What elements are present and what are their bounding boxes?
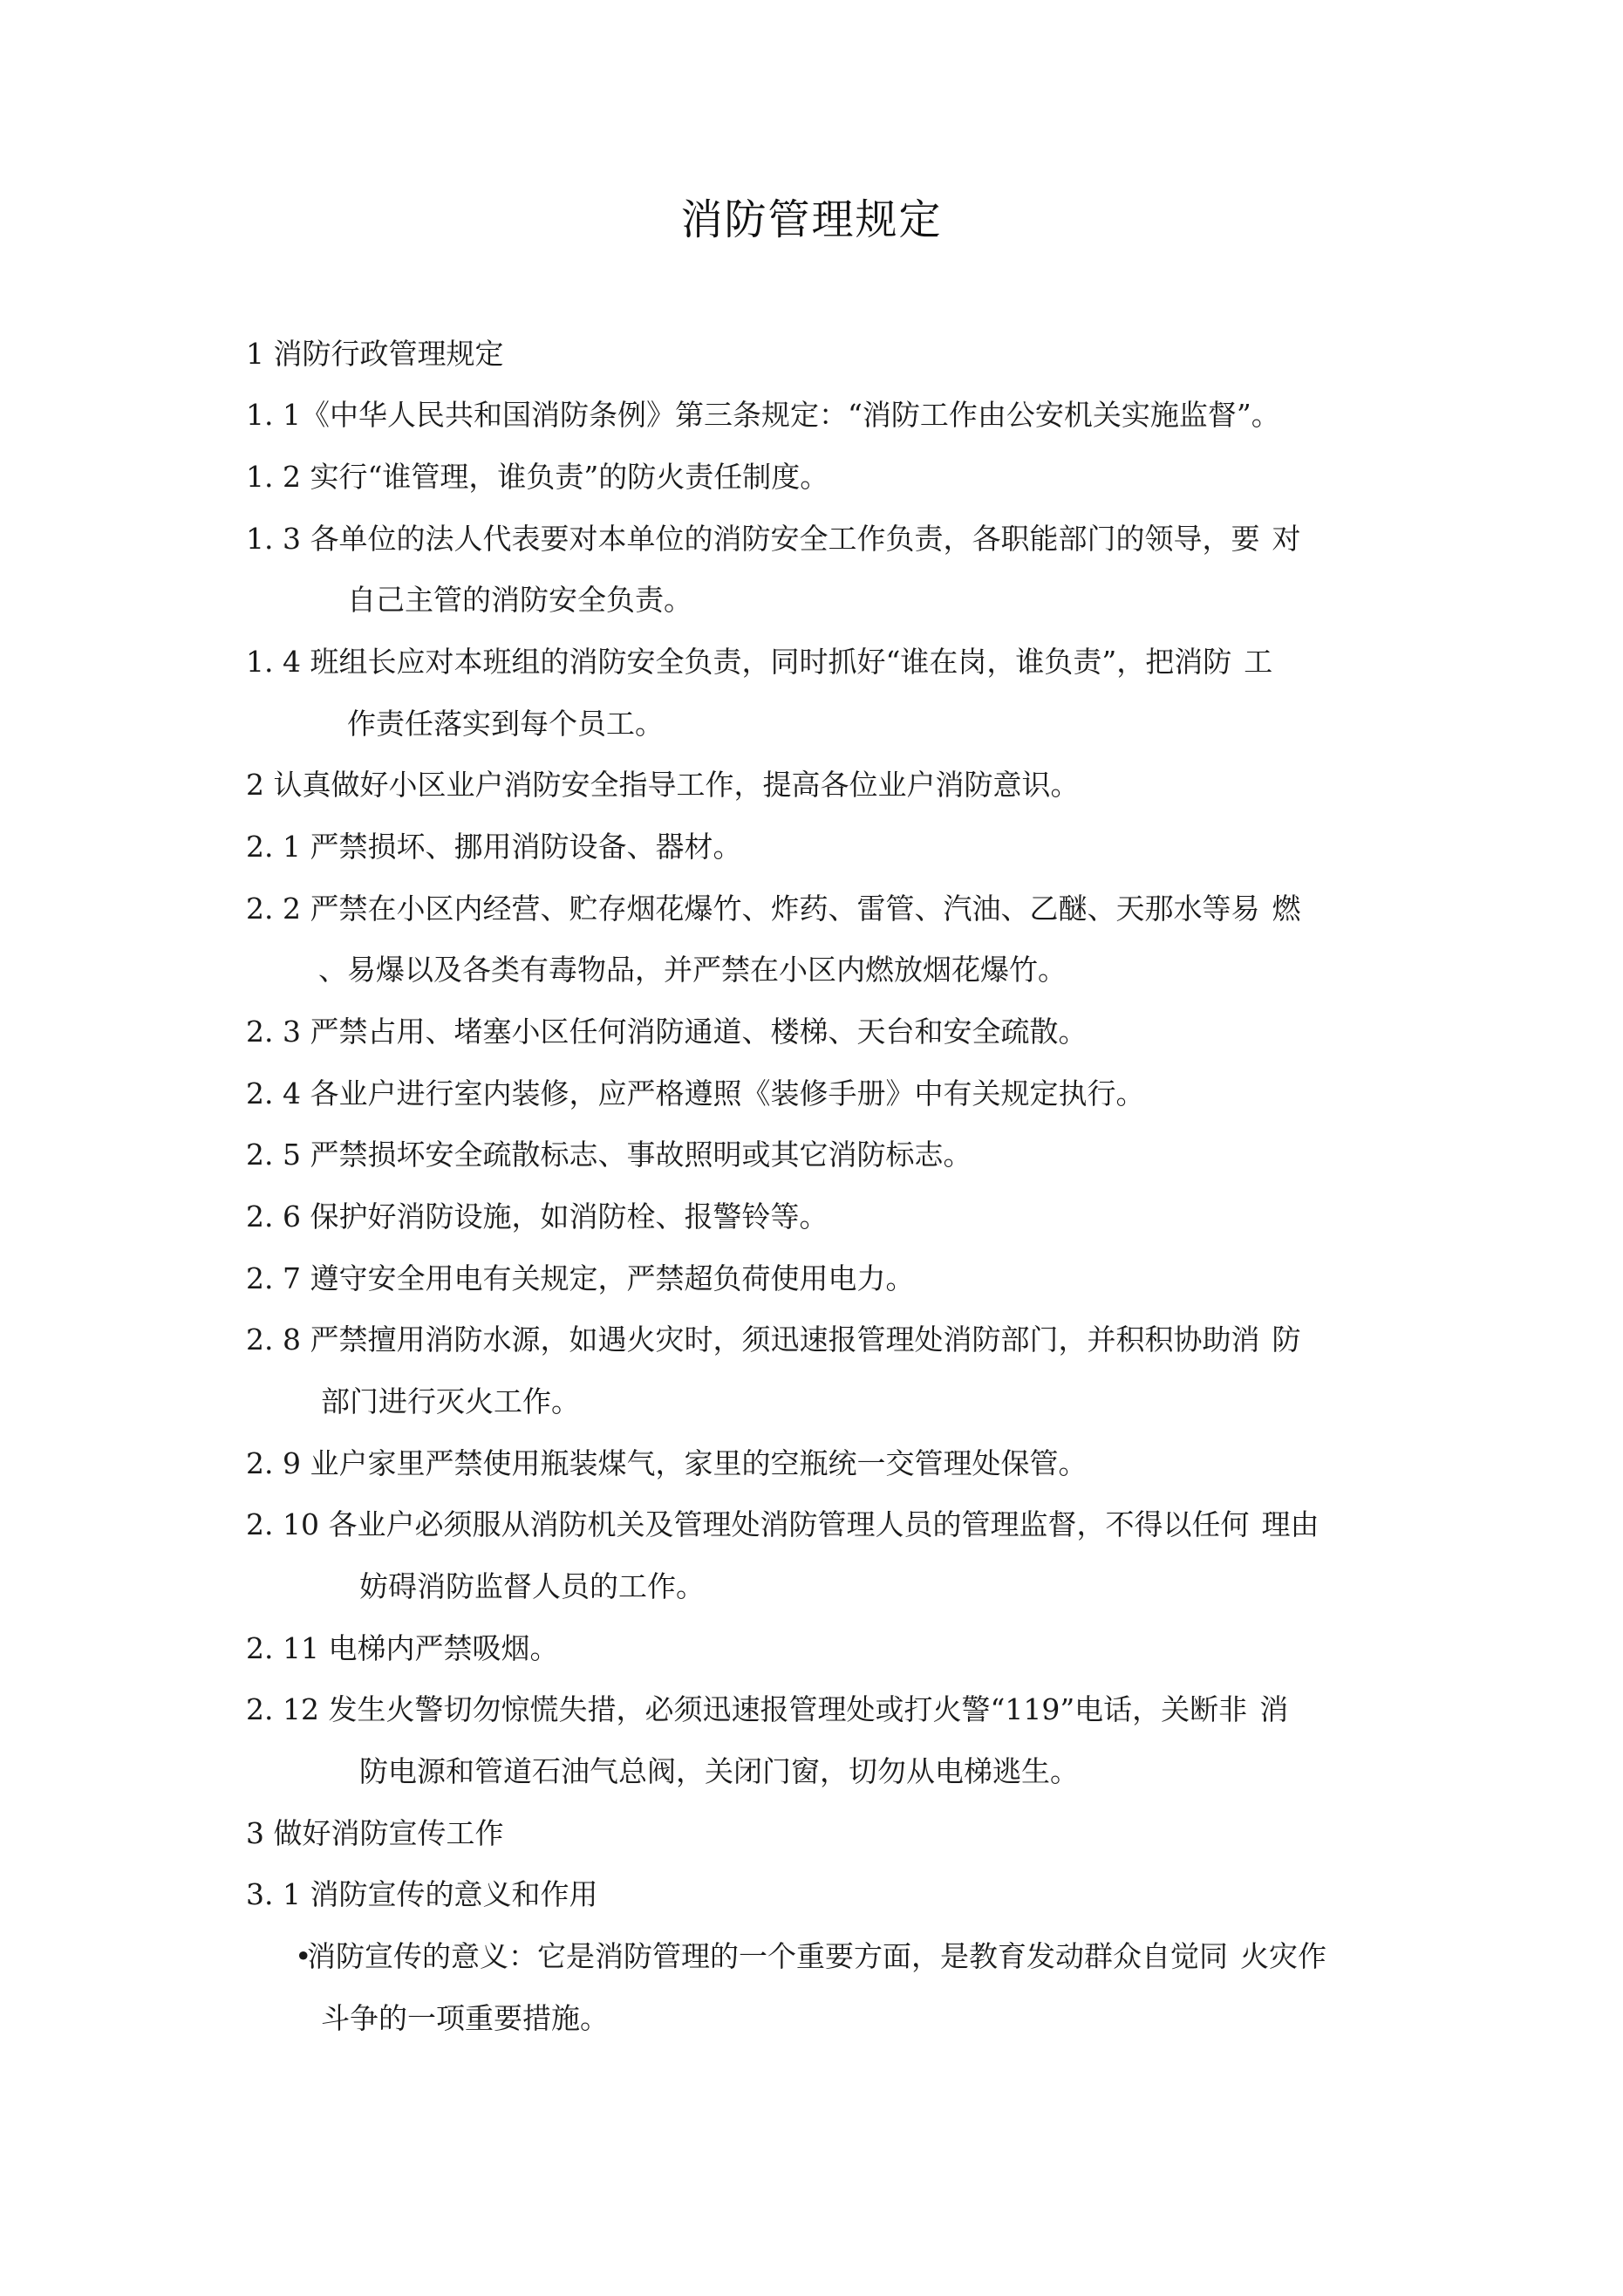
- section-heading-2: 2 认真做好小区业户消防安全指导工作，提高各位业户消防意识。: [246, 768, 1080, 802]
- clause-1-3-cont: 自己主管的消防安全负责。: [347, 583, 692, 617]
- clause-1-4: [246, 643, 1272, 681]
- bullet-item: [295, 1937, 1326, 1976]
- clause-2-2: [246, 890, 1300, 928]
- clause-1-3-tail: 对: [1272, 522, 1301, 556]
- clause-1-3-text: 1. 3 各单位的法人代表要对本单位的消防安全工作负责，各职能部门的领导，要: [246, 522, 1260, 556]
- clause-2-10-text: 2. 10 各业户必须服从消防机关及管理处消防管理人员的管理监督，不得以任何: [246, 1507, 1250, 1541]
- clause-1-4-cont: 作责任落实到每个员工。: [347, 707, 664, 741]
- clause-3-1: 3. 1 消防宣传的意义和作用: [246, 1877, 598, 1911]
- clause-2-2-text: 2. 2 严禁在小区内经营、贮存烟花爆竹、炸药、雷管、汽油、乙醚、天那水等易: [246, 892, 1260, 926]
- clause-2-8: [246, 1321, 1300, 1359]
- clause-2-12: [246, 1691, 1288, 1729]
- bullet-item-cont: 斗争的一项重要措施。: [321, 2001, 609, 2035]
- clause-1-3: [246, 520, 1300, 558]
- clause-2-12-tail: 消: [1259, 1692, 1289, 1726]
- clause-2-12-cont: 防电源和管道石油气总阀，关闭门窗，切勿从电梯逃生。: [359, 1754, 1079, 1788]
- clause-2-8-cont: 部门进行灭火工作。: [321, 1384, 580, 1418]
- clause-2-8-text: 2. 8 严禁擅用消防水源，如遇火灾时，须迅速报管理处消防部门，并积积协助消: [246, 1322, 1260, 1356]
- clause-2-8-tail: 防: [1272, 1322, 1301, 1356]
- clause-2-10-tail: 理由: [1261, 1507, 1320, 1541]
- clause-2-7: 2. 7 遵守安全用电有关规定，严禁超负荷使用电力。: [246, 1261, 915, 1295]
- clause-2-9: 2. 9 业户家里严禁使用瓶装煤气，家里的空瓶统一交管理处保管。: [246, 1446, 1088, 1480]
- clause-2-6: 2. 6 保护好消防设施，如消防栓、报警铃等。: [246, 1199, 829, 1233]
- clause-1-4-text: 1. 4 班组长应对本班组的消防安全负责，同时抓好“谁在岗，谁负责”，把消防: [246, 645, 1232, 679]
- bullet-icon: •: [295, 1939, 312, 1973]
- clause-1-4-tail: 工: [1244, 645, 1273, 679]
- bullet-item-tail: 火灾作: [1240, 1939, 1326, 1973]
- clause-2-3: 2. 3 严禁占用、堵塞小区任何消防通道、楼梯、天台和安全疏散。: [246, 1015, 1088, 1049]
- clause-2-1: 2. 1 严禁损坏、挪用消防设备、器材。: [246, 830, 742, 864]
- clause-2-2-cont: 、易爆以及各类有毒物品，并严禁在小区内燃放烟花爆竹。: [318, 953, 1067, 987]
- clause-2-12-text: 2. 12 发生火警切勿惊慌失措，必须迅速报管理处或打火警“119”电话，关断非: [246, 1692, 1248, 1726]
- bullet-item-text: 消防宣传的意义：它是消防管理的一个重要方面，是教育发动群众自觉同: [307, 1939, 1228, 1973]
- clause-2-10: [246, 1506, 1319, 1544]
- clause-2-11: 2. 11 电梯内严禁吸烟。: [246, 1631, 559, 1665]
- clause-2-5: 2. 5 严禁损坏安全疏散标志、事故照明或其它消防标志。: [246, 1138, 972, 1172]
- document-title: 消防管理规定: [680, 195, 943, 244]
- section-heading-1: 1 消防行政管理规定: [246, 337, 504, 371]
- clause-2-10-cont: 妨碍消防监督人员的工作。: [359, 1569, 705, 1603]
- clause-2-4: 2. 4 各业户进行室内装修，应严格遵照《装修手册》中有关规定执行。: [246, 1076, 1145, 1110]
- clause-1-1: 1. 1《中华人民共和国消防条例》第三条规定：“消防工作由公安机关实施监督”。: [246, 398, 1280, 432]
- section-heading-3: 3 做好消防宣传工作: [246, 1816, 504, 1850]
- clause-2-2-tail: 燃: [1272, 892, 1301, 926]
- clause-1-2: 1. 2 实行“谁管理，谁负责”的防火责任制度。: [246, 460, 829, 494]
